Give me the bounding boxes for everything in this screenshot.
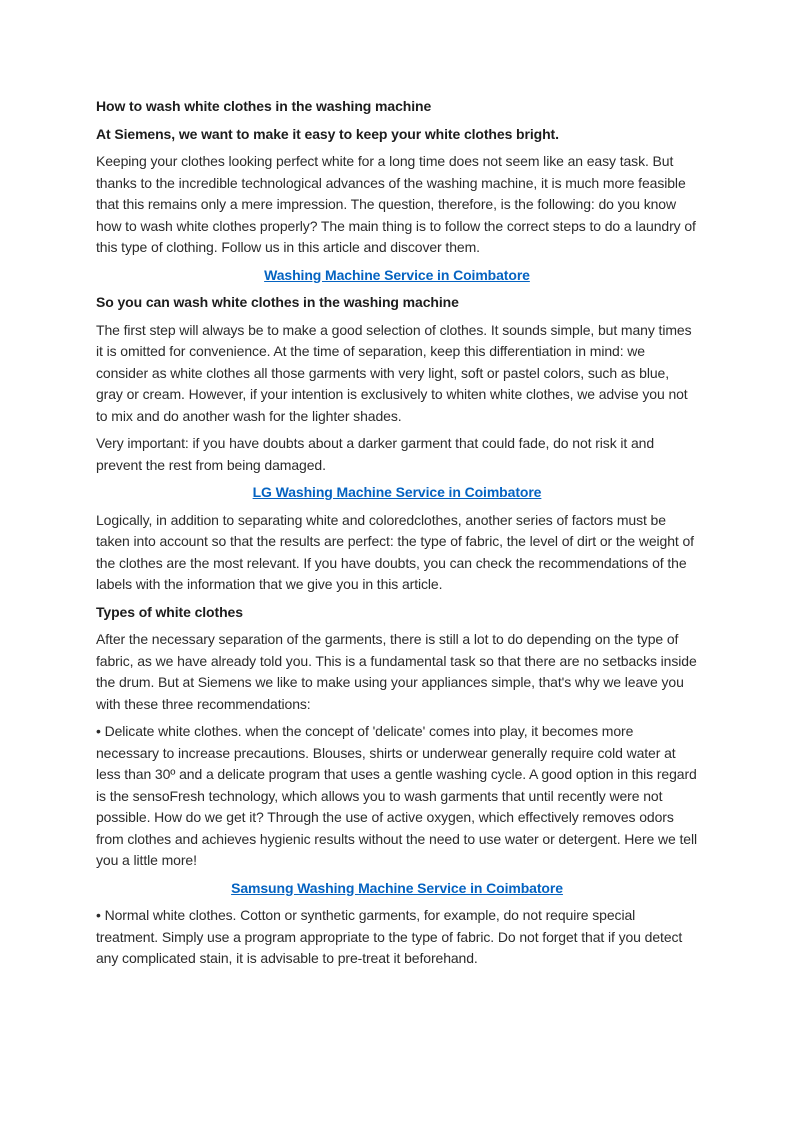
link-washing-machine-service[interactable]: Washing Machine Service in Coimbatore xyxy=(264,266,530,283)
link-line-washing-machine-service xyxy=(96,265,698,287)
heading-types-of-white-clothes: Types of white clothes xyxy=(96,603,243,620)
link-samsung-washing-machine-service[interactable]: Samsung Washing Machine Service in Coimbatore xyxy=(231,879,563,896)
paragraph-first-step: The first step will always be to make a good selection of clothes. It sounds simple, but many times it is omitted for convenience. At the time of separation, keep this differentiation in mind: we consider as white clothes all those garments with very light, soft or pastel colors, such as blue, gray or cream. However, if your intention is exclusively to whiten white clothes, we advise you not to mix and do another wash for the lighter shades. xyxy=(96,321,692,424)
paragraph-after-separation: After the necessary separation of the garments, there is still a lot to do depending on the type of fabric, as we have already told you. This is a fundamental task so that there are no setbacks inside the drum. But at Siemens we like to make using your appliances simple, that's why we leave you with these three recommendations: xyxy=(96,631,697,712)
heading-how-to-wash-title: How to wash white clothes in the washing machine xyxy=(96,98,432,114)
link-line-lg-service xyxy=(96,482,698,504)
link-line-samsung-service xyxy=(96,878,698,900)
paragraph-intro: Keeping your clothes looking perfect white for a long time does not seem like an easy task. But thanks to the incredible technological advances of the washing machine, it is much more feasible that this remains only a mere impression. The question, therefore, is the following: do you know how to wash white clothes properly? The main thing is to follow the correct steps to do a laundry of this type of clothing. Follow us in this article and discover them. xyxy=(96,153,696,255)
paragraph-very-important: Very important: if you have doubts about a darker garment that could fade, do not risk it and prevent the rest from being damaged. xyxy=(96,435,655,473)
bullet-delicate-white-clothes: • Delicate white clothes. when the concept of 'delicate' comes into play, it becomes more necessary to increase precautions. Blouses, shirts or underwear generally require cold water at less than 30º and a delicate program that uses a gentle washing cycle. A good option in this regard is the sensoFresh technology, which allows you to wash garments that until recently were not possible. How do we get it? Through the use of active oxygen, which effectively removes odors from clothes and achieves hygienic results without the need to use water or detergent. Here we tell you a little more! xyxy=(96,723,697,868)
heading-so-you-can-wash: So you can wash white clothes in the washing machine xyxy=(96,294,459,310)
paragraph-logically: Logically, in addition to separating white and coloredclothes, another series of factors must be taken into account so that the results are perfect: the type of fabric, the level of dirt or the weight of the clothes are the most relevant. If you have doubts, you can check the recommendations of the labels with the information that we give you in this article. xyxy=(96,511,694,592)
heading-at-siemens: At Siemens, we want to make it easy to keep your white clothes bright. xyxy=(96,125,559,142)
link-lg-washing-machine-service[interactable]: LG Washing Machine Service in Coimbatore xyxy=(252,484,542,500)
bullet-normal-white-clothes: • Normal white clothes. Cotton or synthetic garments, for example, do not require special treatment. Simply use a program appropriate to the type of fabric. Do not forget that if you detect any complicated stain, it is advisable to pre-treat it beforehand. xyxy=(96,907,683,966)
